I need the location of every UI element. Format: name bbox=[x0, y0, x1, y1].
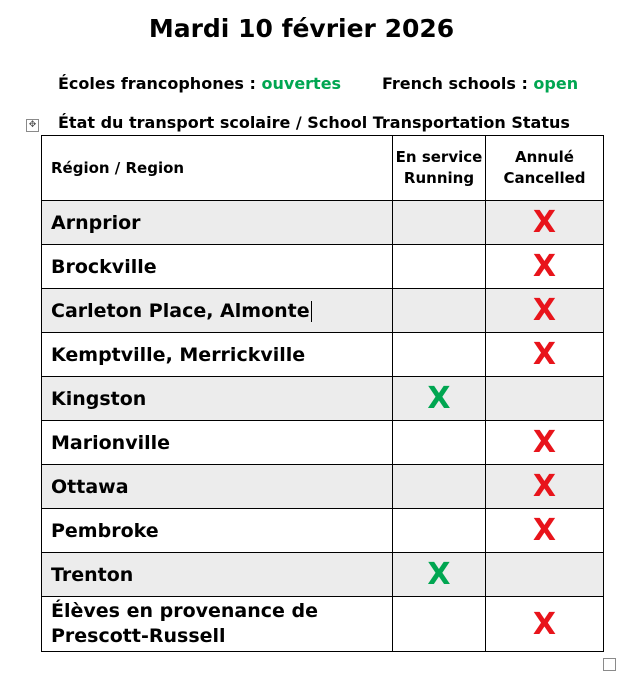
table-row bbox=[42, 421, 604, 465]
table-row bbox=[42, 289, 604, 333]
region-cell[interactable]: Pembroke bbox=[42, 509, 393, 553]
table-row bbox=[42, 597, 604, 652]
running-cell[interactable] bbox=[393, 201, 486, 245]
cancelled-cell[interactable]: X bbox=[486, 421, 604, 465]
region-cell[interactable] bbox=[42, 289, 393, 333]
running-cell[interactable] bbox=[393, 245, 486, 289]
running-cell[interactable] bbox=[393, 289, 486, 333]
table-row bbox=[42, 553, 604, 597]
cancelled-cell[interactable]: X bbox=[486, 201, 604, 245]
cancelled-cell[interactable] bbox=[486, 377, 604, 421]
region-header: Région / Region bbox=[42, 136, 393, 201]
cancelled-cell[interactable]: X bbox=[486, 289, 604, 333]
en-schools-label: French schools : bbox=[382, 74, 528, 93]
cancelled-cell[interactable]: X bbox=[486, 245, 604, 289]
cancelled-header: Annulé Cancelled bbox=[486, 136, 604, 201]
running-cell[interactable] bbox=[393, 509, 486, 553]
table-header-row bbox=[42, 136, 604, 201]
running-cell[interactable] bbox=[393, 333, 486, 377]
text-cursor bbox=[311, 301, 312, 322]
region-cell[interactable]: Kingston bbox=[42, 377, 393, 421]
region-cell-text: Carleton Place, Almonte bbox=[51, 299, 310, 322]
table-move-handle-icon[interactable]: ✥ bbox=[26, 119, 39, 132]
cancelled-cell[interactable]: X bbox=[486, 333, 604, 377]
transport-status-table bbox=[41, 135, 604, 652]
region-cell[interactable]: Brockville bbox=[42, 245, 393, 289]
table-row bbox=[42, 465, 604, 509]
region-cell[interactable]: Marionville bbox=[42, 421, 393, 465]
fr-schools-label: Écoles francophones : bbox=[58, 74, 256, 93]
table-row bbox=[42, 377, 604, 421]
table-row bbox=[42, 245, 604, 289]
cancelled-cell[interactable] bbox=[486, 553, 604, 597]
cancelled-cell[interactable]: X bbox=[486, 465, 604, 509]
cancelled-cell[interactable]: X bbox=[486, 597, 604, 652]
region-cell[interactable]: Élèves en provenance de Prescott-Russell bbox=[42, 597, 393, 652]
table-resize-handle-icon[interactable] bbox=[603, 658, 616, 671]
table-row bbox=[42, 509, 604, 553]
cancelled-cell[interactable]: X bbox=[486, 509, 604, 553]
en-schools-status-value: open bbox=[533, 74, 579, 93]
region-cell[interactable]: Ottawa bbox=[42, 465, 393, 509]
region-cell[interactable]: Trenton bbox=[42, 553, 393, 597]
french-schools-status bbox=[58, 74, 341, 93]
running-header: En service Running bbox=[393, 136, 486, 201]
running-cell[interactable] bbox=[393, 465, 486, 509]
region-cell[interactable]: Arnprior bbox=[42, 201, 393, 245]
english-schools-status bbox=[382, 74, 578, 93]
fr-schools-status-value: ouvertes bbox=[261, 74, 342, 93]
table-row bbox=[42, 201, 604, 245]
table-caption: État du transport scolaire / School Transportation Status bbox=[58, 113, 570, 132]
running-cell[interactable] bbox=[393, 421, 486, 465]
table-row bbox=[42, 333, 604, 377]
running-cell[interactable]: X bbox=[393, 553, 486, 597]
running-cell[interactable]: X bbox=[393, 377, 486, 421]
page-title: Mardi 10 février 2026 bbox=[148, 14, 455, 43]
running-cell[interactable] bbox=[393, 597, 486, 652]
region-cell[interactable]: Kemptville, Merrickville bbox=[42, 333, 393, 377]
